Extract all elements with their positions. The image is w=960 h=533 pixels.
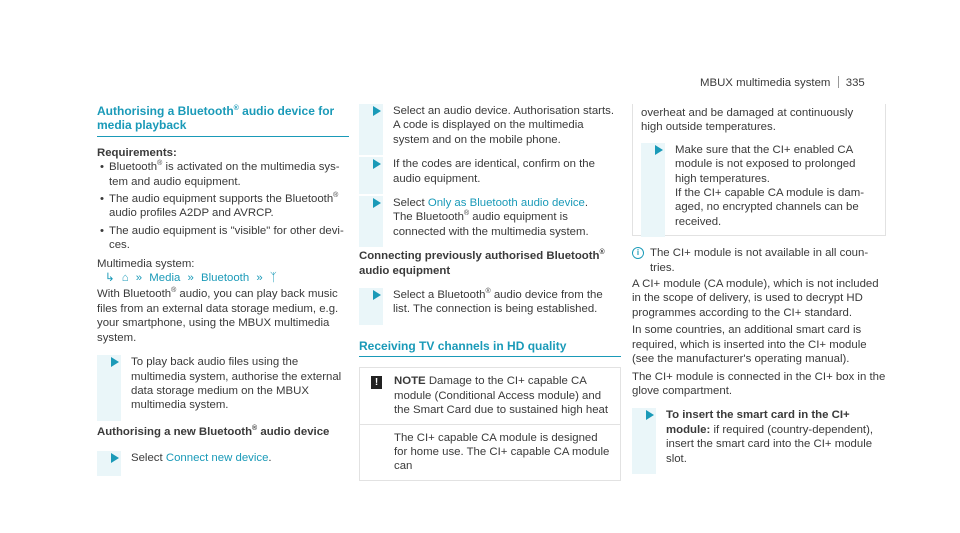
info-icon: i <box>632 247 644 259</box>
step-arrow-icon <box>373 159 381 169</box>
subheading-previously-authorised: Connecting previously authorised Bluetooth® audio equipment <box>359 249 605 277</box>
bluetooth-icon: ᛉ <box>269 272 277 285</box>
step-arrow-icon <box>655 145 663 155</box>
column-1 <box>97 104 349 466</box>
path-label: Multimedia system: <box>97 257 195 270</box>
instruction-step: Select a Bluetooth® audio device from the list. The connection is being established. <box>359 288 621 317</box>
instruction-step: To play back audio files using the multimedia system, authorise the external data storage medium on the MBUX multimedia system. <box>97 355 349 413</box>
subheading-new-device: Authorising a new Bluetooth® audio device <box>97 424 330 438</box>
requirement-item: • The audio equipment is "visible" for other devices. <box>97 224 349 253</box>
paragraph: A CI+ module (CA module), which is not included in the scope of delivery, is used to decrypt HD programmes according to the CI+ standard. <box>632 278 879 319</box>
note-box <box>359 367 621 480</box>
note-text: Damage to the CI+ capable CA module (Conditional Access module) and the Smart Card due to sustained high heat <box>394 375 609 417</box>
double-chevron-icon: » <box>256 272 263 285</box>
info-note: i The CI+ module is not available in all countries. <box>632 246 886 275</box>
menu-path <box>97 271 349 285</box>
heading-rule <box>359 356 621 357</box>
page-number: 335 <box>845 77 865 89</box>
section-heading-tv: Receiving TV channels in HD quality <box>359 338 567 353</box>
column-2 <box>359 104 621 481</box>
running-title: MBUX multimedia system <box>700 77 831 89</box>
instruction-step: Select Connect new device. <box>97 451 349 465</box>
warning-icon: ! <box>371 376 382 389</box>
heading-rule <box>97 136 349 137</box>
note-step: Make sure that the CI+ enabled CA module is not exposed to prolonged high temperatures. If the CI+ capable CA module is damaged, no encrypted channels can be received. <box>641 143 877 229</box>
instruction-step: Select an audio device. Authorisation starts. A code is displayed on the multimedia system and on the mobile phone. <box>359 104 621 147</box>
home-icon: ⌂ <box>121 272 129 285</box>
paragraph: In some countries, an additional smart card is required, which is inserted into the CI+ module (see the manufacturer's operating manual). <box>632 324 867 366</box>
double-chevron-icon: » <box>187 272 194 285</box>
note-continuation: overheat and be damaged at continuously high outside temperatures. <box>641 107 854 134</box>
paragraph: The CI+ module is connected in the CI+ box in the glove compartment. <box>632 370 886 397</box>
path-bluetooth: Bluetooth <box>201 272 250 285</box>
step-bar <box>641 143 665 237</box>
note-box-continued <box>632 104 886 236</box>
only-bluetooth-audio-link: Only as Bluetooth audio device <box>427 197 585 210</box>
path-arrow-icon: ↳ <box>105 272 115 285</box>
running-header <box>700 76 865 90</box>
section-heading-authorising: Authorising a Bluetooth® audio device for media playback <box>97 104 335 133</box>
column-3 <box>632 104 886 466</box>
instruction-step: To insert the smart card in the CI+ module: if required (country-dependent), insert the smart card into the CI+ module slot. <box>632 408 886 466</box>
header-divider <box>838 76 839 88</box>
requirements-label: Requirements: <box>97 146 177 159</box>
step-arrow-icon <box>373 106 381 116</box>
connect-new-device-link: Connect new device <box>165 452 269 465</box>
step-arrow-icon <box>373 290 381 300</box>
instruction-step: If the codes are identical, confirm on the audio equipment. <box>359 157 621 186</box>
note-label: NOTE <box>394 375 426 388</box>
step-arrow-icon <box>373 198 381 208</box>
double-chevron-icon: » <box>135 272 143 285</box>
step-arrow-icon <box>646 410 654 420</box>
instruction-step: Select Only as Bluetooth audio device. The Bluetooth® audio equipment is connected with the multimedia system. <box>359 196 621 239</box>
intro-paragraph: With Bluetooth® audio, you can play back music files from an external data storage medium, e.g. your smartphone, using the MBUX multimedia system. <box>97 287 339 344</box>
path-media: Media <box>149 272 181 285</box>
note-header <box>360 368 620 423</box>
step-arrow-icon <box>111 453 119 463</box>
requirement-item: • Bluetooth® is activated on the multimedia system and audio equipment. <box>97 160 349 189</box>
step-arrow-icon <box>111 357 119 367</box>
note-body: The CI+ capable CA module is designed for home use. The CI+ capable CA module can <box>360 424 620 480</box>
requirement-item: • The audio equipment supports the Bluetooth® audio profiles A2DP and AVRCP. <box>97 192 349 221</box>
